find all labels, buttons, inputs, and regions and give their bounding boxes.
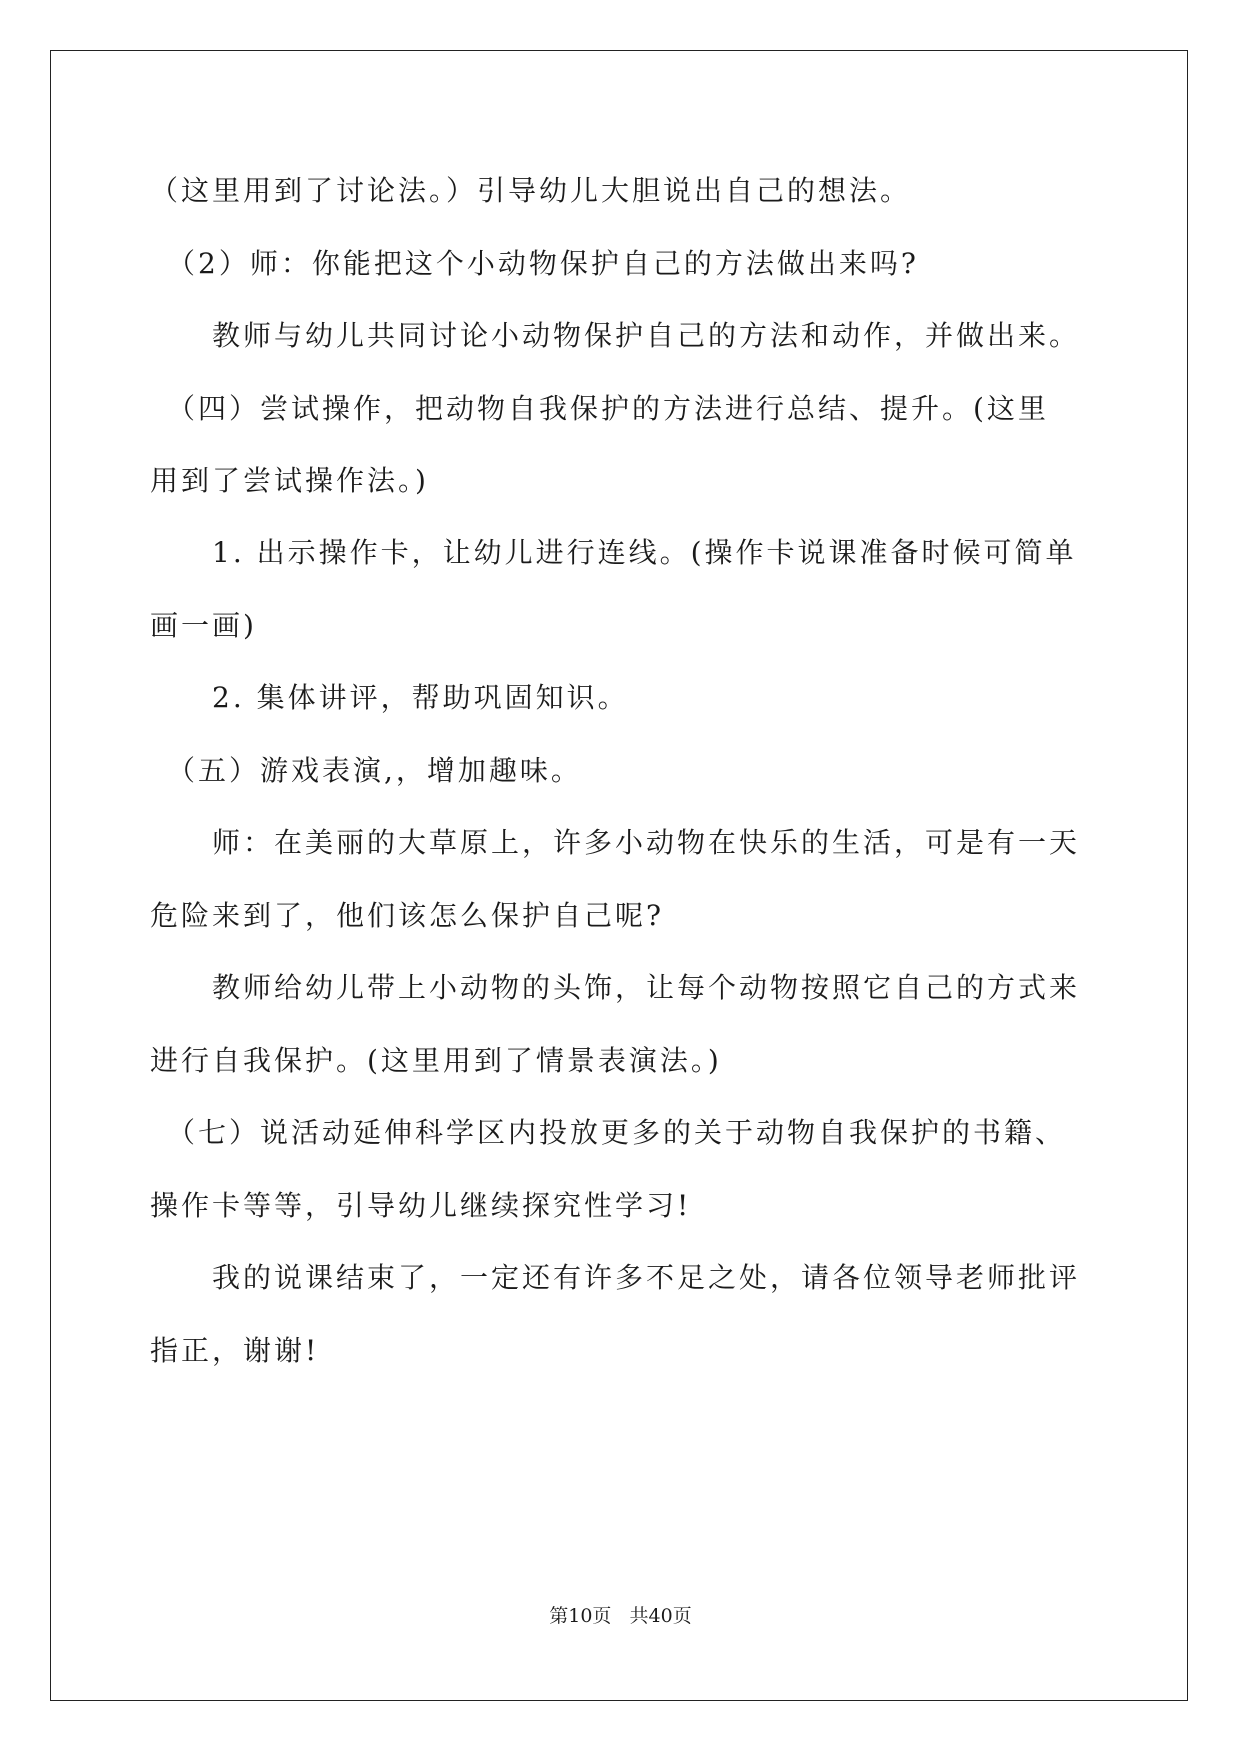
body-text-line: 师：在美丽的大草原上，许多小动物在快乐的生活，可是有一天 [150,826,1081,859]
body-text-line: （七）说活动延伸科学区内投放更多的关于动物自我保护的书籍、 [150,1116,1067,1149]
body-text-line: 教师给幼儿带上小动物的头饰，让每个动物按照它自己的方式来 [150,971,1081,1004]
body-text-line: 操作卡等等，引导幼儿继续探究性学习! [150,1189,692,1222]
body-text-line: 2. 集体讲评，帮助巩固知识。 [150,681,629,714]
body-text-line: 教师与幼儿共同讨论小动物保护自己的方法和动作，并做出来。 [150,319,1081,352]
page-border [50,50,1188,1701]
body-text-line: （五）游戏表演,，增加趣味。 [150,754,582,787]
body-text-line: （四）尝试操作，把动物自我保护的方法进行总结、提升。(这里 [150,392,1049,425]
body-text-line: 进行自我保护。(这里用到了情景表演法。) [150,1044,722,1077]
body-text-line: 画一画) [150,609,257,642]
body-text-line: 危险来到了，他们该怎么保护自己呢? [150,899,665,932]
body-text-line: 用到了尝试操作法。) [150,464,429,497]
body-text-line: （2）师：你能把这个小动物保护自己的方法做出来吗? [150,247,919,280]
body-text-line: （这里用到了讨论法。）引导幼儿大胆说出自己的想法。 [150,174,912,207]
body-text-line: 我的说课结束了，一定还有许多不足之处，请各位领导老师批评 [150,1261,1081,1294]
body-text-line: 1. 出示操作卡，让幼儿进行连线。(操作卡说课准备时候可简单 [150,536,1077,569]
page-number-footer: 第10页 共40页 [549,1605,692,1627]
body-text-line: 指正，谢谢! [150,1334,320,1367]
